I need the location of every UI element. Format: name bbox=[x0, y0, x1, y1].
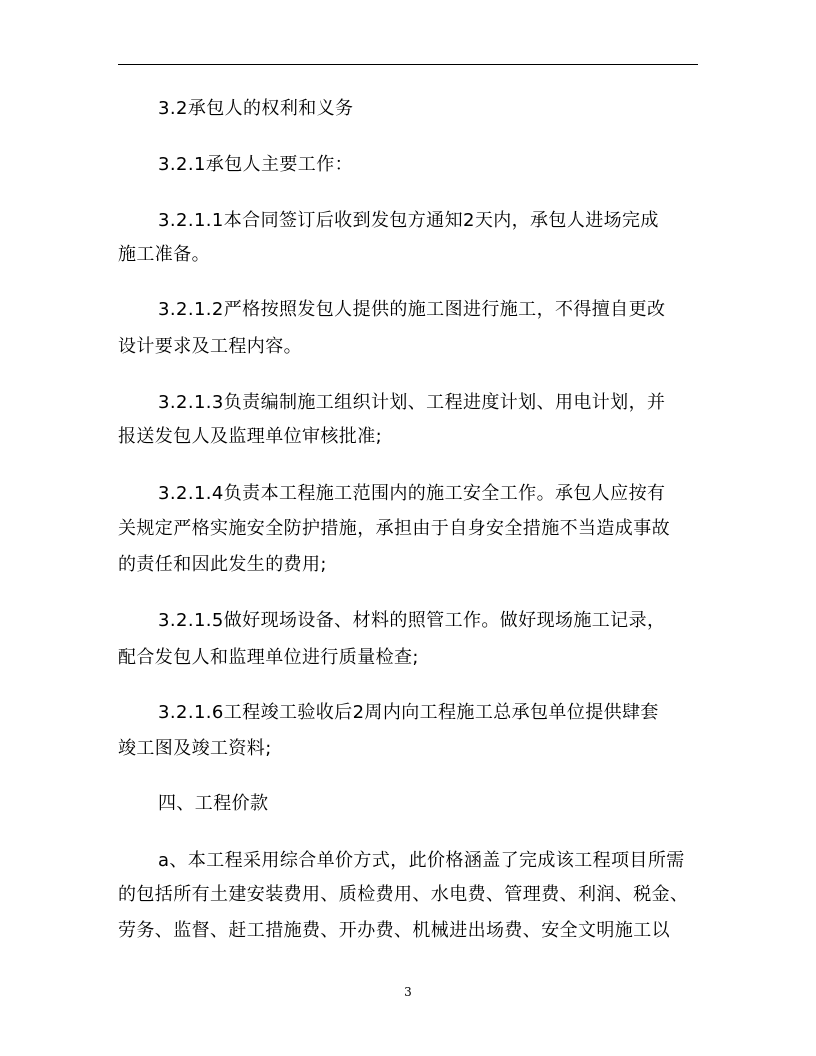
paragraph-line: 3.2.1.4负责本工程施工范围内的施工安全工作。承包人应按有 bbox=[158, 483, 666, 504]
paragraph-line: 配合发包人和监理单位进行质量检查; bbox=[118, 647, 419, 668]
paragraph-line: 的责任和因此发生的费用; bbox=[118, 554, 327, 575]
paragraph-line: 施工准备。 bbox=[118, 244, 210, 265]
paragraph-line: 3.2.1.1本合同签订后收到发包方通知2天内，承包人进场完成 bbox=[158, 210, 659, 231]
paragraph-line: 竣工图及竣工资料; bbox=[118, 738, 272, 759]
subsection-heading: 3.2.1承包人主要工作： bbox=[158, 154, 353, 175]
paragraph-line: 的包括所有土建安装费用、质检费用、水电费、管理费、利润、税金、 bbox=[118, 884, 689, 905]
paragraph-line: 劳务、监督、赶工措施费、开办费、机械进出场费、安全文明施工以 bbox=[118, 920, 670, 941]
paragraph-line: 3.2.1.6工程竣工验收后2周内向工程施工总承包单位提供肆套 bbox=[158, 702, 659, 723]
section-heading: 四、工程价款 bbox=[158, 793, 269, 814]
paragraph-line: 关规定严格实施安全防护措施，承担由于自身安全措施不当造成事故 bbox=[118, 518, 670, 539]
paragraph-line: 设计要求及工程内容。 bbox=[118, 336, 302, 357]
paragraph-line: 3.2.1.2严格按照发包人提供的施工图进行施工，不得擅自更改 bbox=[158, 299, 666, 320]
paragraph-line: 报送发包人及监理单位审核批准; bbox=[118, 426, 383, 447]
section-heading: 3.2承包人的权利和义务 bbox=[158, 98, 354, 119]
paragraph-line: 3.2.1.3负责编制施工组织计划、工程进度计划、用电计划，并 bbox=[158, 392, 666, 413]
paragraph-line: 3.2.1.5做好现场设备、材料的照管工作。做好现场施工记录， bbox=[158, 610, 666, 631]
paragraph-line: a、本工程采用综合单价方式，此价格涵盖了完成该工程项目所需 bbox=[158, 850, 685, 871]
page-number: 3 bbox=[404, 985, 412, 999]
header-rule bbox=[118, 64, 698, 65]
